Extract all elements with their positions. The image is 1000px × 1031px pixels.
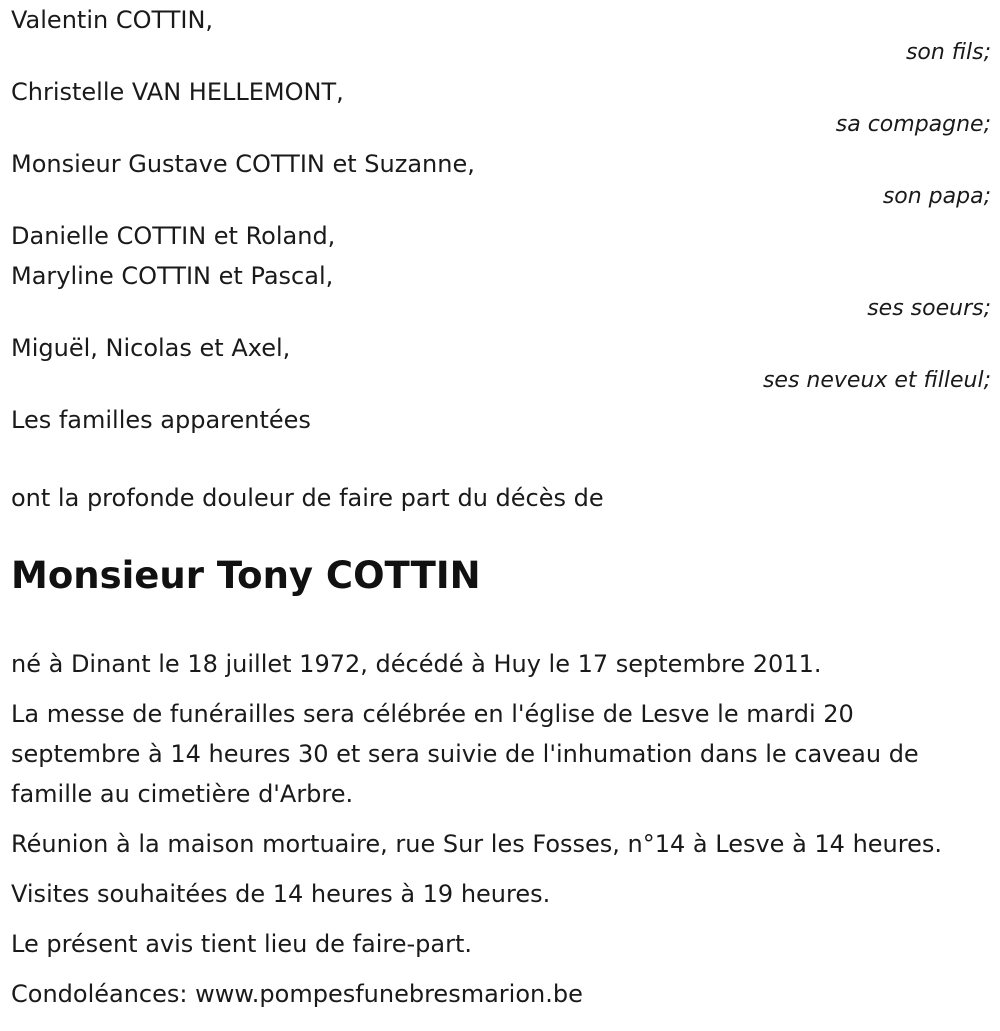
family-name: Les familles apparentées bbox=[11, 406, 311, 434]
family-entry bbox=[11, 216, 991, 321]
family-name: Monsieur Gustave COTTIN et Suzanne, bbox=[11, 150, 475, 178]
family-role: son papa; bbox=[882, 184, 991, 209]
gathering-info: Réunion à la maison mortuaire, rue Sur les Fosses, n°14 à Lesve à 14 heures. bbox=[11, 830, 942, 858]
family-role: son fils; bbox=[905, 40, 991, 65]
family-name: Valentin COTTIN, bbox=[11, 6, 214, 34]
funeral-mass-info: La messe de funérailles sera célébrée en l'église de Lesve le mardi 20 septembre à 14 heures 30 et sera suivie de l'inhumation dans le caveau de famille au cimetière d'Arbre. bbox=[11, 700, 919, 808]
obituary-notice bbox=[11, 0, 991, 1024]
deceased-name: Monsieur Tony COTTIN bbox=[11, 554, 481, 597]
family-name: Christelle VAN HELLEMONT, bbox=[11, 78, 344, 106]
family-role: ses soeurs; bbox=[867, 296, 991, 321]
family-entry bbox=[11, 144, 991, 209]
family-entry bbox=[11, 328, 991, 393]
family-name: Danielle COTTIN et Roland, bbox=[11, 222, 336, 250]
family-role: sa compagne; bbox=[835, 112, 991, 137]
family-name: Miguël, Nicolas et Axel, bbox=[11, 334, 291, 362]
notice-body bbox=[11, 644, 991, 1014]
family-name: Maryline COTTIN et Pascal, bbox=[11, 262, 334, 290]
family-entry bbox=[11, 72, 991, 137]
intro-text: ont la profonde douleur de faire part du décès de bbox=[11, 484, 604, 512]
birth-death-dates: né à Dinant le 18 juillet 1972, décédé à Huy le 17 septembre 2011. bbox=[11, 650, 822, 678]
condolences-link: Condoléances: www.pompesfunebresmarion.be bbox=[11, 980, 583, 1008]
family-entry bbox=[11, 400, 991, 440]
visiting-hours: Visites souhaitées de 14 heures à 19 heures. bbox=[11, 880, 551, 908]
family-role: ses neveux et filleul; bbox=[762, 368, 991, 393]
notice-statement: Le présent avis tient lieu de faire-part. bbox=[11, 930, 473, 958]
family-list bbox=[11, 0, 991, 440]
family-entry bbox=[11, 0, 991, 65]
